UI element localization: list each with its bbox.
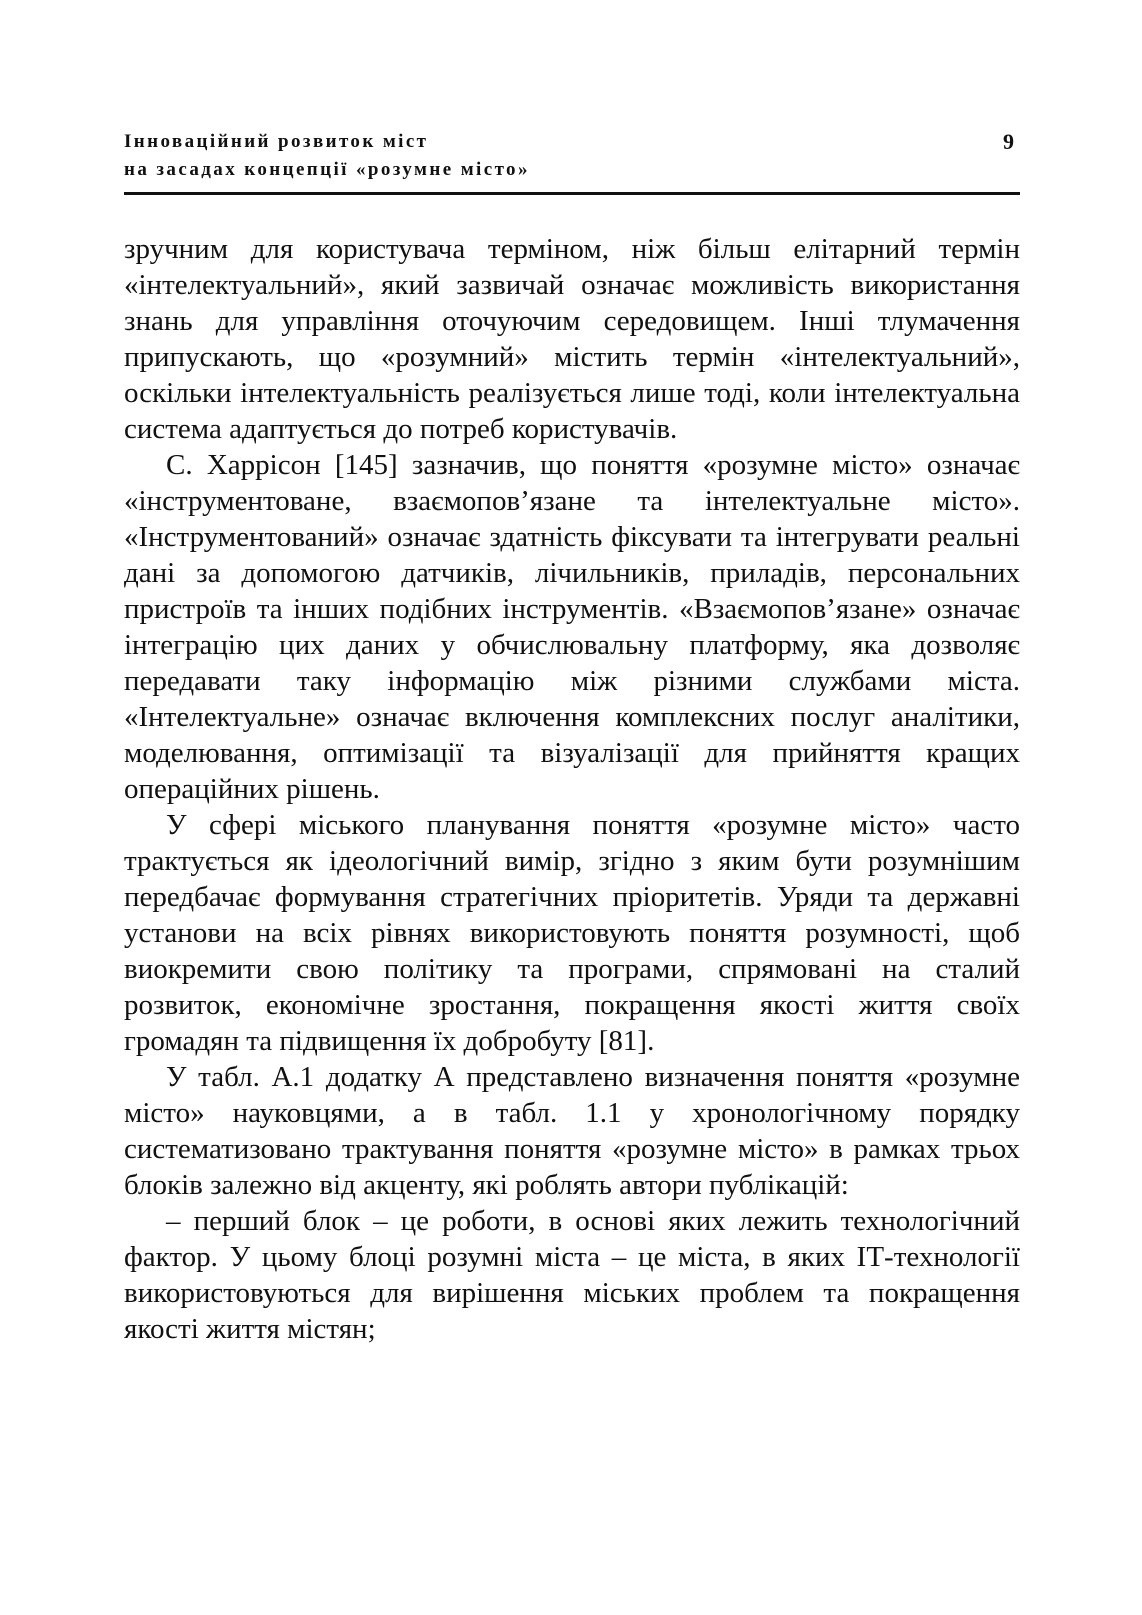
paragraph-continuation: зручним для користувача терміном, ніж більш елітарний термін «інтелектуальний», який зазвичай означає можливість використання знань для управління оточуючим середовищем. Інші тлумачення припускають, що «розумний» містить термін «інтелектуальний», оскільки інтелектуальність реалізується лише тоді, коли інтелектуальна система адаптується до потреб користувачів.	[124, 233, 1020, 445]
running-header	[124, 128, 1020, 188]
body-text	[124, 231, 1020, 1347]
page-number: 9	[1003, 129, 1014, 154]
paragraph-table-reference: У табл. А.1 додатку А представлено визначення поняття «розумне місто» науковцями, а в табл. 1.1 у хронологічному порядку систематизовано трактування поняття «розумне місто» в рамках трьох блоків залежно від акценту, які роблять автори публікацій:	[124, 1061, 1020, 1201]
running-title	[124, 128, 530, 184]
running-title-line-2: на засадах концепції «розумне місто»	[124, 159, 530, 180]
running-title-line-1: Інноваційний розвиток міст	[124, 131, 429, 152]
paragraph-harrison: С. Харрісон [145] зазначив, що поняття «розумне місто» означає «інструментоване, взаємопов’язане та інтелектуальне місто». «Інструментований» означає здатність фіксувати та інтегрувати реальні дані за допомогою датчиків, лічильників, приладів, персональних пристроїв та інших подібних інструментів. «Взаємопов’язане» означає інтеграцію цих даних у обчислювальну платформу, яка дозволяє передавати таку інформацію між різними службами міста. «Інтелектуальне» означає включення комплексних послуг аналітики, моделювання, оптимізації та візуалізації для прийняття кращих операційних рішень.	[124, 449, 1020, 805]
paragraph-urban-planning: У сфері міського планування поняття «розумне місто» часто трактується як ідеологічний вимір, згідно з яким бути розумнішим передбачає формування стратегічних пріоритетів. Уряди та державні установи на всіх рівнях використовують поняття розумності, щоб виокремити свою політику та програми, спрямовані на сталий розвиток, економічне зростання, покращення якості життя своїх громадян та підвищення їх добробуту [81].	[124, 809, 1020, 1057]
list-item-first-block: – перший блок – це роботи, в основі яких лежить технологічний фактор. У цьому блоці розумні міста – це міста, в яких ІТ-технології використовуються для вирішення міських проблем та покращення якості життя містян;	[124, 1205, 1020, 1345]
header-divider	[124, 192, 1020, 195]
